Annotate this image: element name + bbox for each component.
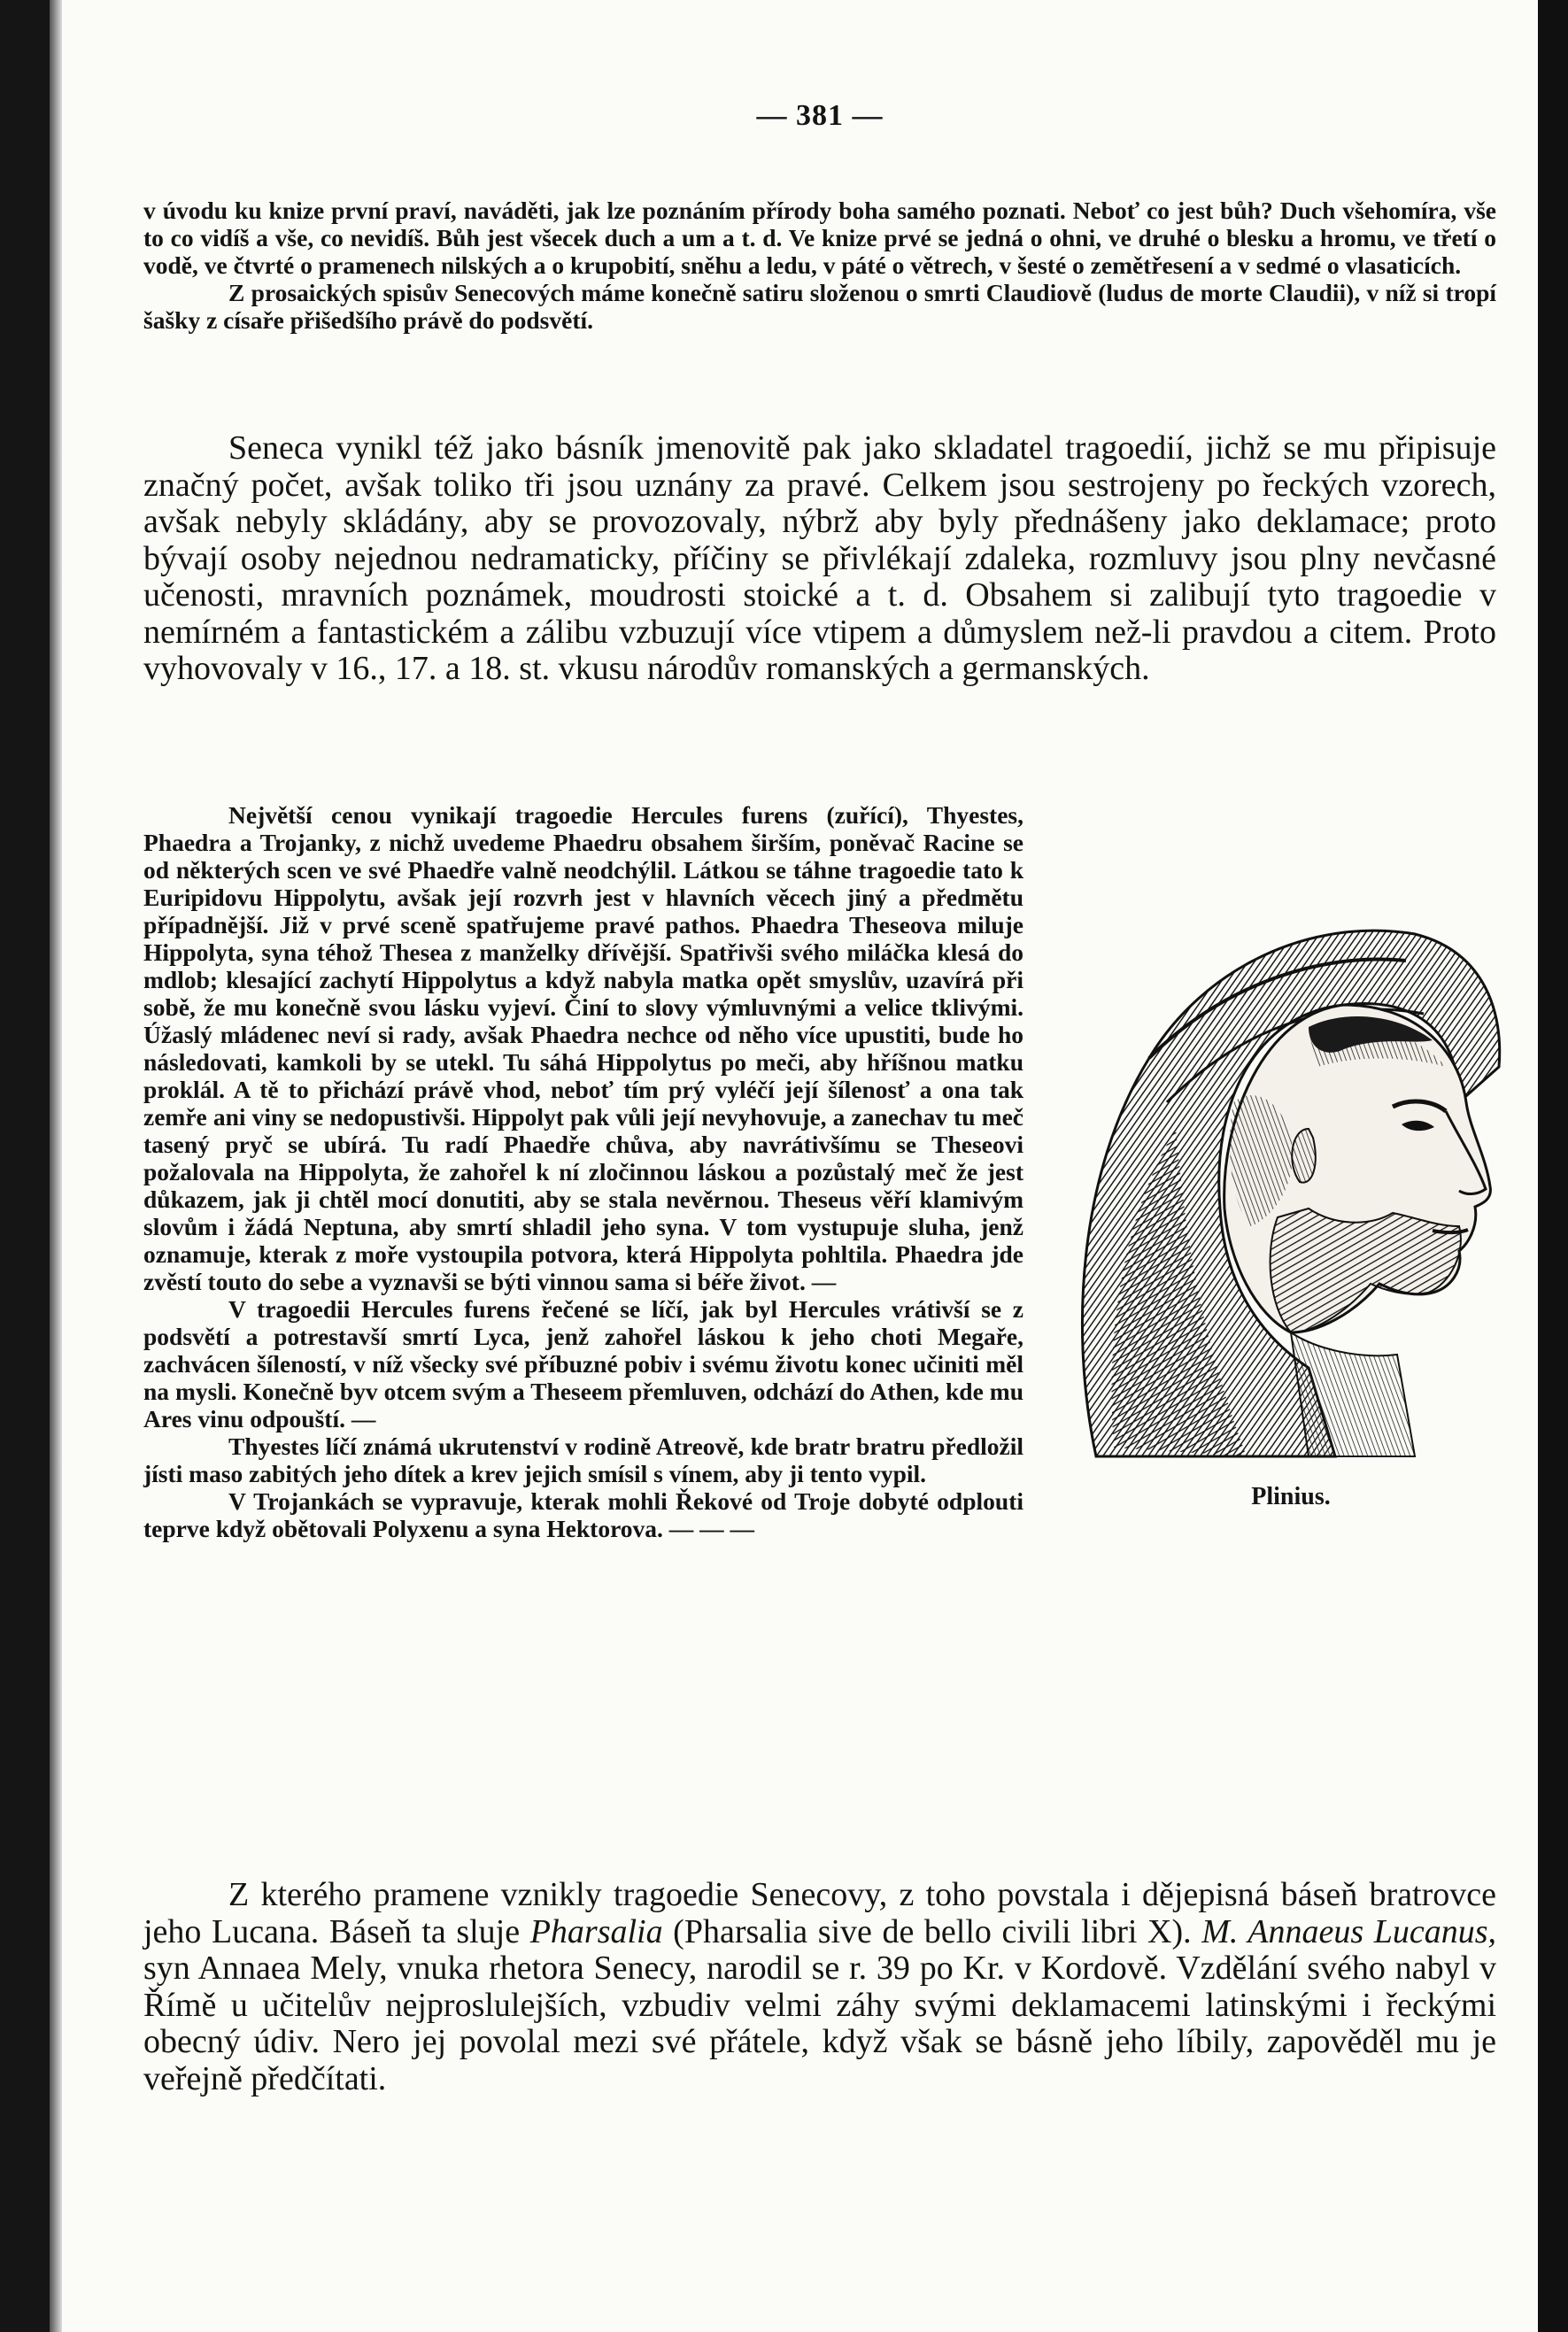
figure-caption: Plinius. xyxy=(1251,1483,1331,1510)
seneca-poet-paragraph: Seneca vynikl též jako básník jmenovitě pak jako skladatel tragoedií, jichž se mu připisuje značný počet, avšak toliko tři jsou uznány za pravé. Celkem jsou sestrojeny po řeckých vzorech, avšak nebyly skládány, aby se provozovaly, nýbrž aby byly přednášeny jako deklamace; proto bývají osoby nejednou nedramaticky, příčiny se přivlékají zdaleka, rozmluvy jsou plny nevčasné učenosti, mravních poznámek, moudrosti stoické a t. d. Obsahem si zalibují tyto tragoedie v nemírném a fantastickém a zálibu vzbuzují více vtipem a důmyslem než-li pravdou a citem. Proto vyhovovaly v 16., 17. a 18. st. vkusu národův romanských a germanských. xyxy=(143,429,1496,687)
pharsalia-title: Pharsalia xyxy=(529,1912,663,1950)
plinius-figure xyxy=(1043,837,1503,1554)
lucan-text-2: (Pharsalia sive de bello civili libri X). xyxy=(662,1912,1202,1950)
lucan-text-1: Z kterého pramene vznikly tragoedie Senecovy, z toho povstala i dějepisná báseň bratrovce jeho Lucana. Báseň ta sluje xyxy=(143,1876,1496,1950)
scan-edge-shadow xyxy=(50,0,62,2332)
lucan-text-3: syn Annaea Mely, vnuka rhetora Senecy, narodil se r. 39 po Kr. v Kordově. Vzdělání svého nabyl v Římě u učitelův nejproslulejších, vzbudiv velmi záhy svými deklamacemi latinskými i řeckými obecný údiv. Nero jej povolal mezi své přátele, když však se básně jeho líbily, zapověděl mu je veřejně předčítati. xyxy=(143,1950,1496,2097)
page-number: — 381 — xyxy=(756,99,884,132)
hercules-paragraph: V tragoedii Hercules furens řečené se líčí, jak byl Hercules vrátivší se z podsvětí a potrestavší smrtí Lyca, jenž zahořel láskou k jeho choti Megaře, zachvácen šíleností, v níž všecky své příbuzné pobiv i svému životu konec učiniti měl na mysli. Konečně byv otcem svým a Theseem přemluven, odchází do Athen, kde mu Ares vinu odpouští. — xyxy=(143,1295,1023,1432)
lucan-block xyxy=(143,1877,1496,2097)
phaedra-paragraph: Největší cenou vynikají tragoedie Hercules furens (zuřící), Thyestes, Phaedra a Trojanky, z nichž uvedeme Phaedru obsahem širším, poněvač Racine se od některých scen ve své Phaedře valně neodchýlil. Látkou se táhne tragoedie tato k Euripidovu Hippolytu, avšak její rozvrh jest v hlavních věcech jiný a předmětu případnější. Již v prvé sceně spatřujeme pravé pathos. Phaedra Theseova miluje Hippolyta, syna téhož Thesea z manželky dřívější. Spatřivši svého miláčka klesá do mdlob; klesající zachytí Hippolytus a když nabyla matka opět smyslův, uzavírá při sobě, že mu konečně svou lásku vyjeví. Činí to slovy výmluvnými a velice tklivými. Úžaslý mládenec neví si rady, avšak Phaedra nechce od něho více upustiti, bude ho následovati, kamkoli by se utekl. Tu sáhá Hippolytus po meči, aby hříšnou matku proklál. A tě to přichází právě vhod, neboť tím prý vyléčí její šílenosť a ona tak zemře ani viny se nedopustivši. Hippolyt pak vůli její nevyhovuje, a zanechav tu meč tasený pryč se ubírá. Tu radí Phaedře chůva, aby navrátivšímu se Theseovi požalovala na Hippolyta, že zahořel k ní zločinnou láskou a pozůstalý meč že jest důkazem, jak ji chtěl mocí donutiti, aby se stala nevěrnou. Theseus věří klamivým slovům i žádá Neptuna, aby smrtí shladil jeho syna. V tom vystupuje sluha, jenž oznamuje, kterak z moře vystoupila potvora, která Hippolyta pohltila. Phaedra jde zvěstí touto do sebe a vyznavši se býti vinnou sama si béře život. — xyxy=(143,801,1023,1295)
scan-edge-right xyxy=(1538,0,1568,2332)
lucanus-name: M. Annaeus Lucanus, xyxy=(1201,1912,1497,1950)
trojanky-paragraph: V Trojankách se vypravuje, kterak mohli Řekové od Troje dobyté odplouti teprve když obětovali Polyxenu a syna Hektorova. — — — xyxy=(143,1487,1023,1542)
book-page xyxy=(62,0,1538,2332)
thyestes-paragraph: Thyestes líčí známá ukrutenství v rodině Atreově, kde bratr bratru předložil jísti maso zabitých jeho dítek a krev jejich smísil s vínem, aby ji tento vypil. xyxy=(143,1432,1023,1487)
intro-block xyxy=(143,197,1496,334)
lucan-paragraph xyxy=(143,1877,1496,2097)
tragedies-block xyxy=(143,801,1496,1554)
intro-paragraph-2: Z prosaických spisův Senecových máme konečně satiru složenou o smrti Claudiově (ludus de morte Claudii), v níž si tropí šašky z císaře přišedšího právě do podsvětí. xyxy=(143,279,1496,334)
intro-paragraph-1: v úvodu ku knize první praví, naváděti, jak lze poznáním přírody boha samého poznati. Neboť co jest bůh? Duch všehomíra, vše to co vidíš a vše, co nevidíš. Bůh jest všecek duch a um a t. d. Ve knize prvé se jedná o ohni, ve druhé o blesku a hromu, ve třetí o vodě, ve čtvrté o pramenech nilských a o krupobití, sněhu a ledu, v páté o větrech, v šesté o zemětřesení a v sedmé o vlasaticích. xyxy=(143,197,1496,279)
seneca-poet-block xyxy=(143,430,1496,688)
scan-edge-left xyxy=(0,0,50,2332)
plinius-portrait-icon xyxy=(1043,837,1503,1474)
